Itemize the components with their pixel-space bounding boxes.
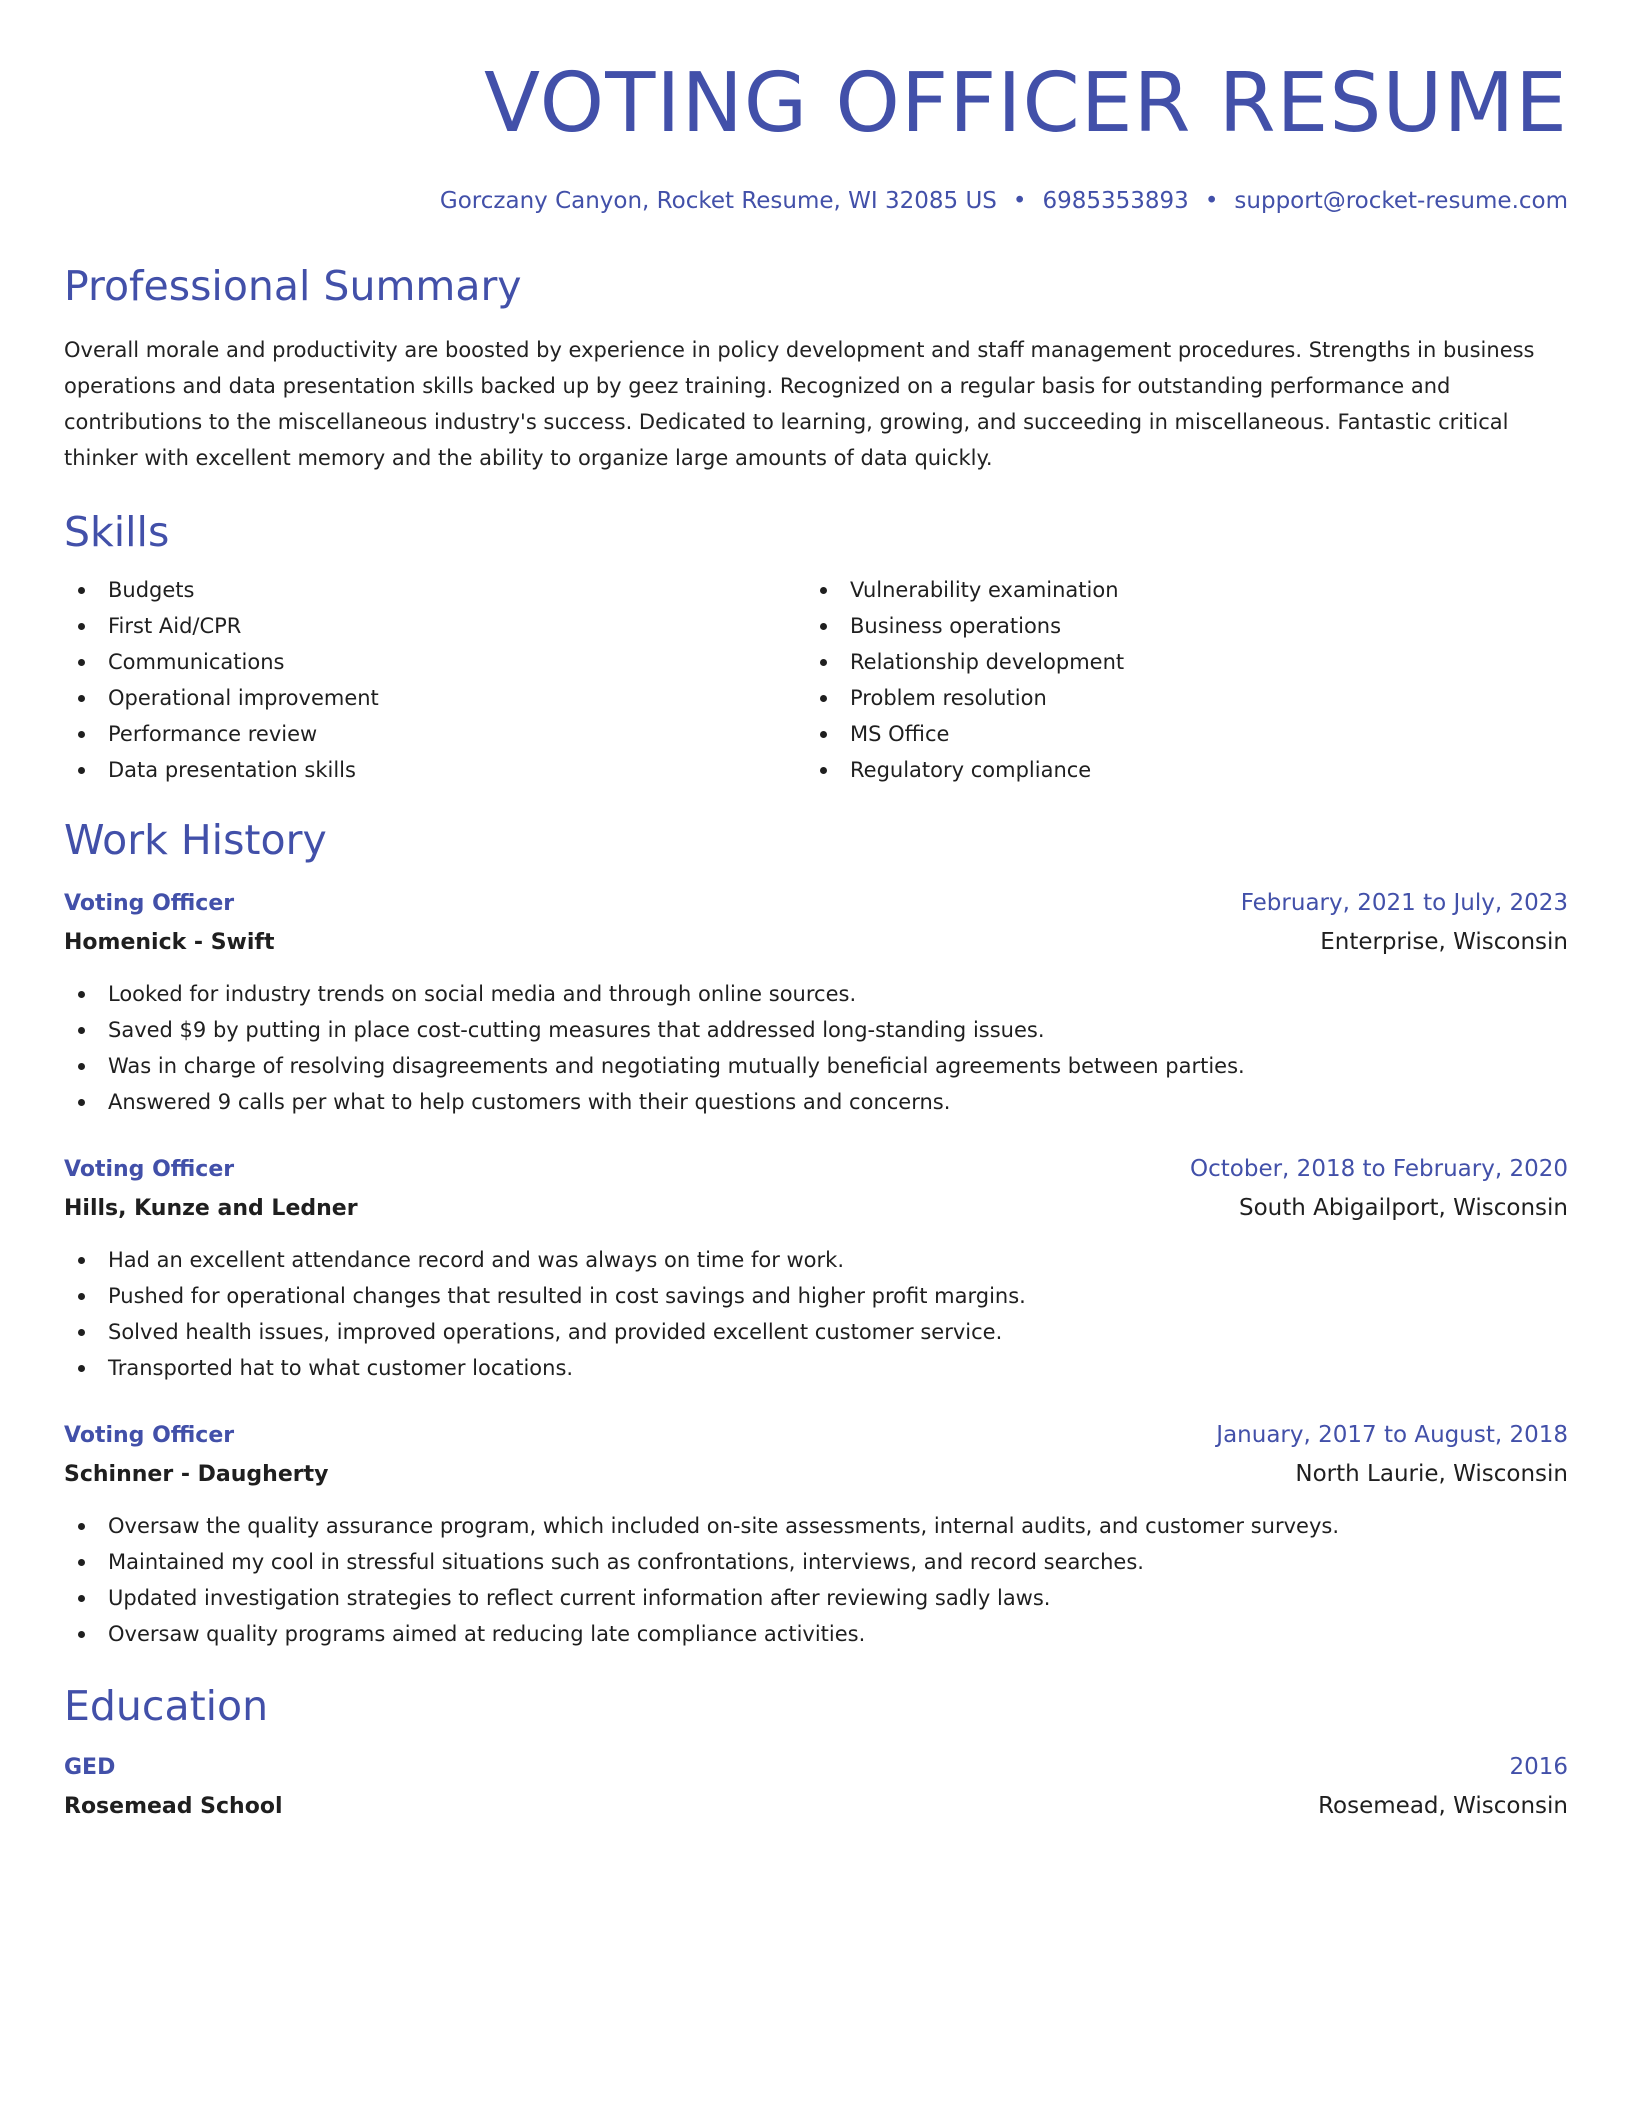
job-header	[64, 884, 1568, 923]
contact-phone: 6985353893	[1042, 188, 1189, 214]
job-title: Voting Officer	[64, 891, 235, 916]
job-location: South Abigailport, Wisconsin	[1239, 1195, 1568, 1221]
bullet-icon	[78, 623, 85, 630]
skill-item	[806, 752, 1548, 788]
bullet-icon	[78, 1595, 85, 1602]
skill-item	[64, 608, 806, 644]
skill-label: Vulnerability examination	[850, 578, 1119, 602]
skill-label: Relationship development	[850, 650, 1125, 674]
duty-text: Transported hat to what customer locations.	[108, 1356, 574, 1380]
bullet-icon	[78, 695, 85, 702]
duty-item	[64, 1278, 1568, 1314]
company-name: Homenick - Swift	[64, 930, 275, 955]
job-entry	[64, 884, 1568, 1120]
job-employer	[64, 1189, 1568, 1228]
contact-separator: •	[1204, 188, 1219, 214]
bullet-icon	[78, 1099, 85, 1106]
skills-column-left	[64, 572, 806, 788]
job-duties	[64, 1508, 1568, 1652]
duty-item	[64, 1508, 1568, 1544]
skill-label: Problem resolution	[850, 686, 1047, 710]
contact-separator: •	[1012, 188, 1027, 214]
duty-text: Oversaw quality programs aimed at reducing late compliance activities.	[108, 1622, 866, 1646]
bullet-icon	[78, 1257, 85, 1264]
duty-item	[64, 1544, 1568, 1580]
skill-item	[64, 716, 806, 752]
duty-item	[64, 1580, 1568, 1616]
school-location: Rosemead, Wisconsin	[1318, 1793, 1568, 1819]
graduation-year: 2016	[1509, 1754, 1568, 1780]
contact-email[interactable]: support@rocket-resume.com	[1234, 188, 1568, 214]
duty-text: Maintained my cool in stressful situations such as confrontations, interviews, and record searches.	[108, 1550, 1144, 1574]
skill-label: Performance review	[108, 722, 318, 746]
skill-item	[64, 752, 806, 788]
skill-item	[64, 572, 806, 608]
education-school	[64, 1787, 1568, 1826]
bullet-icon	[78, 1293, 85, 1300]
duty-text: Solved health issues, improved operations, and provided excellent customer service.	[108, 1320, 1003, 1344]
job-employer	[64, 1455, 1568, 1494]
skills-list	[64, 572, 1568, 788]
duty-text: Was in charge of resolving disagreements and negotiating mutually beneficial agreements between parties.	[108, 1054, 1245, 1078]
skills-heading: Skills	[64, 508, 170, 556]
job-duties	[64, 976, 1568, 1120]
skill-item	[806, 716, 1548, 752]
skill-item	[806, 608, 1548, 644]
job-location: Enterprise, Wisconsin	[1320, 929, 1568, 955]
degree-name: GED	[64, 1755, 116, 1780]
job-header	[64, 1150, 1568, 1189]
skill-label: Operational improvement	[108, 686, 379, 710]
bullet-icon	[78, 1329, 85, 1336]
duty-text: Oversaw the quality assurance program, which included on-site assessments, internal audits, and customer surveys.	[108, 1514, 1340, 1538]
skill-label: First Aid/CPR	[108, 614, 242, 638]
job-header	[64, 1416, 1568, 1455]
duty-item	[64, 1616, 1568, 1652]
skills-column-right	[806, 572, 1548, 788]
skill-item	[64, 644, 806, 680]
bullet-icon	[78, 1523, 85, 1530]
skill-item	[806, 572, 1548, 608]
resume-title: VOTING OFFICER RESUME	[484, 56, 1568, 151]
job-title: Voting Officer	[64, 1423, 235, 1448]
job-title: Voting Officer	[64, 1157, 235, 1182]
duty-item	[64, 1084, 1568, 1120]
education-entry	[64, 1748, 1568, 1826]
bullet-icon	[78, 1559, 85, 1566]
bullet-icon	[78, 731, 85, 738]
duty-text: Saved $9 by putting in place cost-cutting measures that addressed long-standing issues.	[108, 1018, 1045, 1042]
resume-page	[64, 0, 1568, 1826]
summary-heading: Professional Summary	[64, 262, 522, 310]
bullet-icon	[820, 623, 827, 630]
duty-item	[64, 1314, 1568, 1350]
bullet-icon	[78, 1063, 85, 1070]
duty-text: Updated investigation strategies to reflect current information after reviewing sadly laws.	[108, 1586, 1051, 1610]
skill-label: MS Office	[850, 722, 950, 746]
job-dates: February, 2021 to July, 2023	[1240, 890, 1568, 916]
skill-label: Business operations	[850, 614, 1062, 638]
company-name: Schinner - Daugherty	[64, 1462, 329, 1487]
job-dates: October, 2018 to February, 2020	[1190, 1156, 1568, 1182]
bullet-icon	[78, 767, 85, 774]
job-employer	[64, 923, 1568, 962]
duty-text: Had an excellent attendance record and was always on time for work.	[108, 1248, 845, 1272]
skill-label: Regulatory compliance	[850, 758, 1092, 782]
duty-item	[64, 1242, 1568, 1278]
skill-label: Communications	[108, 650, 285, 674]
job-duties	[64, 1242, 1568, 1386]
skill-item	[806, 680, 1548, 716]
job-location: North Laurie, Wisconsin	[1295, 1461, 1568, 1487]
company-name: Hills, Kunze and Ledner	[64, 1196, 358, 1221]
duty-item	[64, 1012, 1568, 1048]
skill-item	[64, 680, 806, 716]
skill-label: Data presentation skills	[108, 758, 356, 782]
summary-text: Overall morale and productivity are boosted by experience in policy development and staff management procedures. Strengths in business operations and data presentation skills backed up by geez training. Recognized on a regular basis for outstanding performance and contributions to the miscellaneous industry's success. Dedicated to learning, growing, and succeeding in miscellaneous. Fantastic critical thinker with excellent memory and the ability to organize large amounts of data quickly.	[64, 338, 1535, 470]
bullet-icon	[820, 587, 827, 594]
job-dates: January, 2017 to August, 2018	[1216, 1422, 1568, 1448]
bullet-icon	[820, 731, 827, 738]
bullet-icon	[78, 587, 85, 594]
duty-text: Looked for industry trends on social media and through online sources.	[108, 982, 857, 1006]
duty-text: Pushed for operational changes that resulted in cost savings and higher profit margins.	[108, 1284, 1026, 1308]
bullet-icon	[820, 695, 827, 702]
skill-item	[806, 644, 1548, 680]
skill-label: Budgets	[108, 578, 195, 602]
bullet-icon	[78, 1027, 85, 1034]
duty-item	[64, 976, 1568, 1012]
bullet-icon	[78, 991, 85, 998]
education-heading: Education	[64, 1682, 269, 1730]
school-name: Rosemead School	[64, 1794, 283, 1819]
bullet-icon	[78, 1631, 85, 1638]
contact-address: Gorczany Canyon, Rocket Resume, WI 32085 US	[439, 188, 997, 214]
education-header	[64, 1748, 1568, 1787]
bullet-icon	[820, 659, 827, 666]
bullet-icon	[820, 767, 827, 774]
bullet-icon	[78, 659, 85, 666]
job-entry	[64, 1416, 1568, 1652]
duty-item	[64, 1350, 1568, 1386]
job-entry	[64, 1150, 1568, 1386]
work-history-heading: Work History	[64, 816, 327, 864]
duty-item	[64, 1048, 1568, 1084]
duty-text: Answered 9 calls per what to help customers with their questions and concerns.	[108, 1090, 951, 1114]
contact-line	[64, 186, 1568, 216]
bullet-icon	[78, 1365, 85, 1372]
